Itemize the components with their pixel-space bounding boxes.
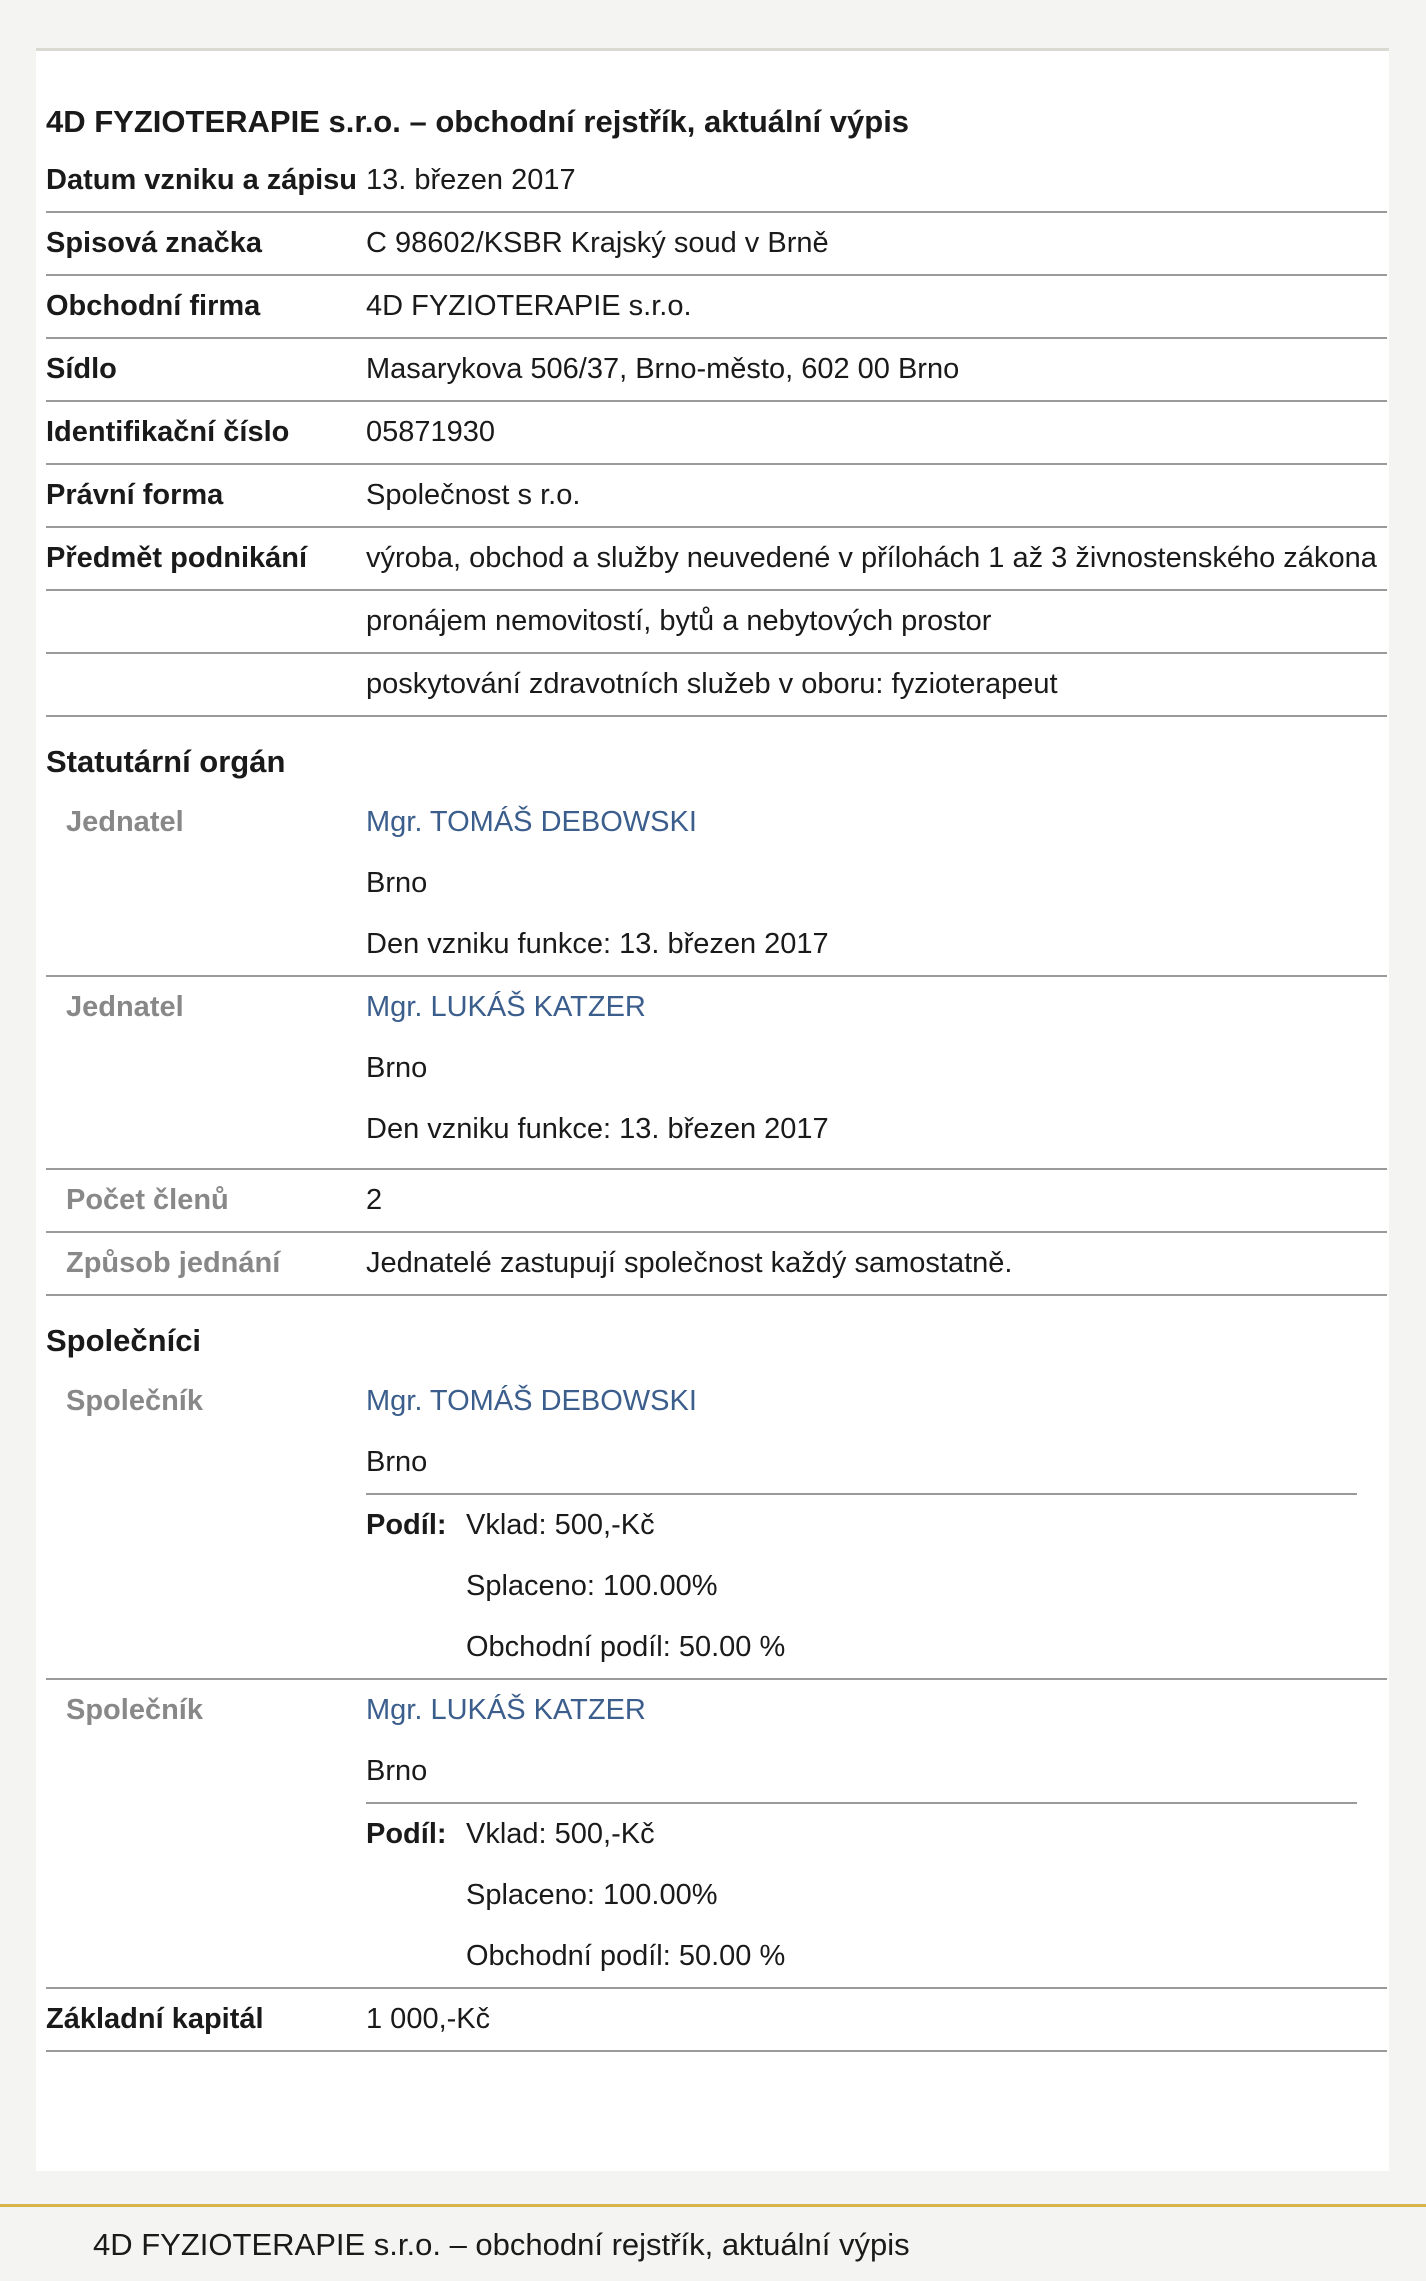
row-label-empty (46, 591, 366, 652)
person-name-link[interactable]: Mgr. LUKÁŠ KATZER (366, 991, 646, 1023)
podil-label: Podíl: (366, 1818, 447, 1850)
jednatel-row (46, 977, 1387, 1170)
info-row-spisova-znacka (46, 213, 1387, 276)
row-value: Jednatelé zastupují společnost každý samostatně. (366, 1247, 1013, 1279)
person-city: Brno (366, 1446, 428, 1478)
document-content (46, 51, 1387, 2052)
splaceno: Splaceno: 100.00% (466, 1570, 718, 1602)
row-value: výroba, obchod a služby neuvedené v přílohách 1 až 3 živnostenského zákona (366, 542, 1377, 574)
spolecnik-row (46, 1371, 1387, 1680)
page-title: 4D FYZIOTERAPIE s.r.o. – obchodní rejstřík, aktuální výpis (46, 104, 910, 139)
role-label: Jednatel (66, 991, 184, 1023)
info-row-predmet-2 (46, 591, 1387, 654)
person-name-link[interactable]: Mgr. LUKÁŠ KATZER (366, 1694, 646, 1726)
row-value: Masarykova 506/37, Brno-město, 602 00 Brno (366, 353, 960, 385)
vklad: Vklad: 500,-Kč (466, 1818, 655, 1850)
row-value: Společnost s r.o. (366, 479, 581, 511)
row-label: Sídlo (46, 353, 117, 385)
row-label: Právní forma (46, 479, 224, 511)
document-page (36, 48, 1389, 2171)
section-heading-spolecnici: Společníci (46, 1323, 202, 1358)
person-block (366, 1371, 1387, 1678)
role-label: Společník (66, 1385, 203, 1417)
zpusob-jednani-row (46, 1233, 1387, 1296)
row-label: Spisová značka (46, 227, 262, 259)
page-footer (0, 2204, 1426, 2281)
info-row-predmet (46, 528, 1387, 591)
podil-block (366, 1493, 1357, 1678)
row-label: Počet členů (66, 1184, 229, 1216)
person-city: Brno (366, 1755, 428, 1787)
podil-block (366, 1802, 1357, 1987)
person-since: Den vzniku funkce: 13. březen 2017 (366, 928, 829, 960)
row-label: Způsob jednání (66, 1247, 281, 1279)
person-block (366, 792, 1387, 975)
person-since: Den vzniku funkce: 13. březen 2017 (366, 1113, 829, 1145)
spolecnik-row (46, 1680, 1387, 1989)
row-value: 4D FYZIOTERAPIE s.r.o. (366, 290, 692, 322)
vklad: Vklad: 500,-Kč (466, 1509, 655, 1541)
person-name-link[interactable]: Mgr. TOMÁŠ DEBOWSKI (366, 806, 697, 838)
person-city: Brno (366, 867, 428, 899)
row-value: poskytování zdravotních služeb v oboru: fyzioterapeut (366, 668, 1058, 700)
person-block (366, 977, 1387, 1160)
role-label: Jednatel (66, 806, 184, 838)
row-value: 2 (366, 1184, 383, 1216)
podil-values (466, 1804, 1357, 1987)
row-value: 1 000,-Kč (366, 2003, 491, 2035)
info-row-ico (46, 402, 1387, 465)
info-row-predmet-3 (46, 654, 1387, 717)
person-name-link[interactable]: Mgr. TOMÁŠ DEBOWSKI (366, 1385, 697, 1417)
splaceno: Splaceno: 100.00% (466, 1879, 718, 1911)
footer-title: 4D FYZIOTERAPIE s.r.o. – obchodní rejstřík, aktuální výpis (93, 2227, 910, 2262)
obchodni-podil: Obchodní podíl: 50.00 % (466, 1940, 786, 1972)
person-city: Brno (366, 1052, 428, 1084)
info-row-pravni-forma (46, 465, 1387, 528)
row-value: pronájem nemovitostí, bytů a nebytových prostor (366, 605, 992, 637)
pocet-clenu-row (46, 1170, 1387, 1233)
info-row-datum (46, 150, 1387, 213)
row-label-empty (46, 654, 366, 715)
row-label: Datum vzniku a zápisu (46, 164, 358, 196)
podil-label: Podíl: (366, 1509, 447, 1541)
row-label: Předmět podnikání (46, 542, 308, 574)
section-heading-statutarni: Statutární orgán (46, 744, 286, 779)
row-value: 05871930 (366, 416, 496, 448)
info-row-obchodni-firma (46, 276, 1387, 339)
info-row-sidlo (46, 339, 1387, 402)
obchodni-podil: Obchodní podíl: 50.00 % (466, 1631, 786, 1663)
row-value: 13. březen 2017 (366, 164, 576, 196)
jednatel-row (46, 792, 1387, 977)
zakladni-kapital-row (46, 1989, 1387, 2052)
row-value: C 98602/KSBR Krajský soud v Brně (366, 227, 829, 259)
person-block (366, 1680, 1387, 1987)
row-label: Obchodní firma (46, 290, 261, 322)
podil-values (466, 1495, 1357, 1678)
role-label: Společník (66, 1694, 203, 1726)
row-label: Identifikační číslo (46, 416, 290, 448)
row-label: Základní kapitál (46, 2003, 264, 2035)
